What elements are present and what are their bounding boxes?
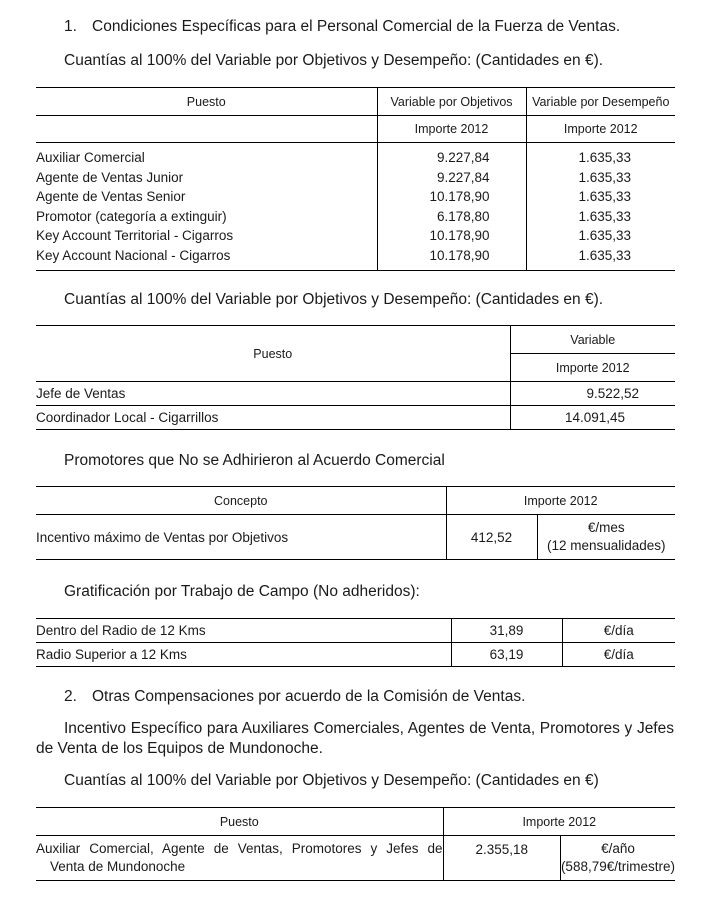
puesto-line-1: Auxiliar Comercial, Agente de Ventas, Promotores y Jefes de: [36, 841, 443, 856]
cell-concepto: Dentro del Radio de 12 Kms: [36, 619, 451, 643]
table-gratificacion: [36, 618, 675, 667]
header-puesto: Puesto: [36, 326, 510, 382]
cell-variable: 14.091,45: [510, 406, 675, 430]
cell-objetivos: 10.178,90: [377, 226, 526, 246]
cell-objetivos: 10.178,90: [377, 246, 526, 266]
table-row: [36, 619, 675, 643]
cell-puesto: Key Account Territorial - Cigarros: [36, 228, 234, 244]
section-2-heading: [64, 688, 525, 706]
table-row: [36, 187, 675, 207]
table-row: [36, 148, 675, 168]
unit-line-1: €/año: [601, 841, 635, 856]
cell-puesto: Key Account Nacional - Cigarros: [36, 247, 231, 263]
section-1-title: Condiciones Específicas para el Personal Comercial de la Fuerza de Ventas.: [92, 18, 621, 35]
cell-puesto: Promotor (categoría a extinguir): [36, 208, 227, 224]
cell-desempeno: 1.635,33: [526, 226, 675, 246]
table-row: [36, 515, 675, 560]
unit-line-1: €/mes: [587, 520, 625, 535]
table-row: [36, 836, 675, 881]
table-row: [36, 226, 675, 246]
cell-importe: 412,52: [446, 515, 537, 560]
cell-puesto: Agente de Ventas Senior: [36, 189, 186, 205]
subheader-importe-objetivos: Importe 2012: [377, 116, 526, 143]
cell-importe: 63,19: [451, 643, 562, 667]
unit-line-2: (588,79€/trimestre): [560, 859, 675, 874]
cell-desempeno: 1.635,33: [526, 148, 675, 168]
section-1-heading: [64, 18, 620, 36]
cell-variable: 9.522,52: [510, 382, 675, 406]
cell-objetivos: 6.178,80: [377, 207, 526, 227]
header-concepto: Concepto: [36, 487, 446, 515]
cell-puesto: Auxiliar Comercial: [36, 150, 145, 166]
header-variable-objetivos: Variable por Objetivos: [377, 88, 526, 116]
cell-objetivos: 10.178,90: [377, 187, 526, 207]
cell-importe: 2.355,18: [443, 836, 560, 881]
header-puesto: Puesto: [36, 88, 377, 116]
subheader-importe-desempeno: Importe 2012: [526, 116, 675, 143]
cell-importe: 31,89: [451, 619, 562, 643]
cell-desempeno: 1.635,33: [526, 246, 675, 266]
section-2-title: Otras Compensaciones por acuerdo de la Comisión de Ventas.: [92, 688, 526, 705]
cell-concepto: Radio Superior a 12 Kms: [36, 647, 187, 662]
cell-unidad: [537, 515, 675, 560]
caption-2: Cuantías al 100% del Variable por Objetivos y Desempeño: (Cantidades en €).: [64, 291, 604, 308]
cell-puesto: [36, 836, 443, 881]
header-importe: Importe 2012: [446, 487, 675, 515]
cell-unidad: [560, 836, 675, 881]
table-row: [36, 382, 675, 406]
table-promotores: [36, 486, 675, 560]
cell-concepto: Incentivo máximo de Ventas por Objetivos: [36, 529, 289, 545]
header-variable-desempeno: Variable por Desempeño: [526, 88, 675, 116]
header-puesto: Puesto: [36, 808, 443, 836]
cell-desempeno: 1.635,33: [526, 207, 675, 227]
cell-desempeno: 1.635,33: [526, 168, 675, 188]
cell-puesto: Jefe de Ventas: [36, 382, 510, 406]
table-row: [36, 246, 675, 266]
caption-3: Promotores que No se Adhirieron al Acuerdo Comercial: [64, 452, 445, 469]
table-row: [36, 406, 675, 430]
section-2-number: 2.: [64, 688, 77, 705]
header-importe: Importe 2012: [443, 808, 675, 836]
cell-puesto: Coordinador Local - Cigarrillos: [36, 410, 219, 425]
section-1-number: 1.: [64, 18, 77, 35]
table-variable-objetivos-desempeno: [36, 87, 675, 271]
cell-objetivos: 9.227,84: [377, 148, 526, 168]
table-mundonoche: [36, 807, 675, 881]
cell-puesto: Agente de Ventas Junior: [36, 169, 184, 185]
cell-unidad: €/día: [562, 643, 675, 667]
table-variable-jefes: [36, 325, 675, 430]
table-row: [36, 207, 675, 227]
caption-4: Gratificación por Trabajo de Campo (No adheridos):: [64, 583, 420, 600]
caption-5: Cuantías al 100% del Variable por Objetivos y Desempeño: (Cantidades en €): [64, 772, 599, 789]
paragraph-incentivo: Incentivo Específico para Auxiliares Comerciales, Agentes de Venta, Promotores y Jefes de Venta de los Equipos de Mundonoche.: [36, 720, 674, 757]
header-variable: Variable: [510, 326, 675, 354]
table-row: [36, 168, 675, 188]
cell-unidad: €/día: [562, 619, 675, 643]
table-row: [36, 643, 675, 667]
cell-objetivos: 9.227,84: [377, 168, 526, 188]
puesto-line-2: Venta de Mundonoche: [50, 859, 186, 874]
subheader-importe: Importe 2012: [510, 354, 675, 382]
caption-1: Cuantías al 100% del Variable por Objetivos y Desempeño: (Cantidades en €).: [64, 52, 604, 69]
cell-desempeno: 1.635,33: [526, 187, 675, 207]
unit-line-2: (12 mensualidades): [546, 538, 666, 553]
